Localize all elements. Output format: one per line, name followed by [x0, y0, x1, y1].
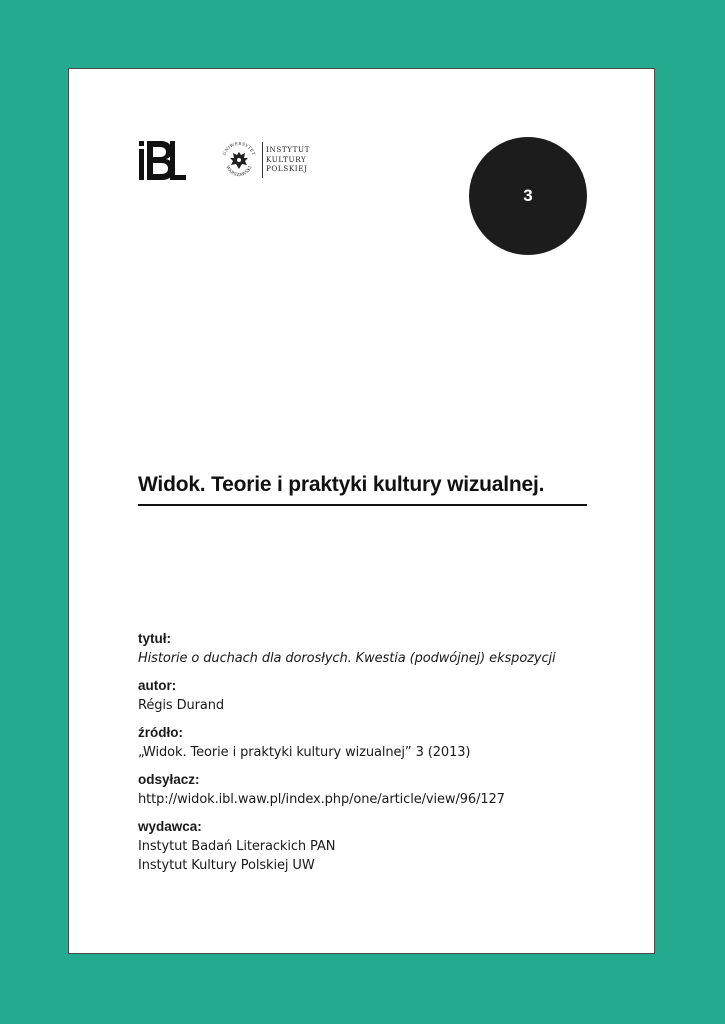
publisher-line: Instytut Kultury Polskiej UW [138, 858, 315, 873]
metadata-source [138, 724, 638, 762]
metadata-label: źródło: [138, 725, 183, 740]
metadata-publisher [138, 818, 638, 875]
uw-seal-icon [219, 139, 259, 181]
logo-divider [262, 142, 263, 178]
metadata-value [138, 837, 638, 875]
publisher-line: Instytut Badań Literackich PAN [138, 839, 336, 854]
document-page [68, 68, 655, 954]
ibl-logo [139, 140, 186, 180]
uw-institute-logo [219, 139, 319, 181]
metadata-label: autor: [138, 678, 177, 693]
issue-number-badge [469, 137, 587, 255]
metadata-link[interactable]: http://widok.ibl.waw.pl/index.php/one/article/view/96/127 [138, 792, 505, 807]
metadata-label: tytuł: [138, 631, 171, 646]
institute-line: KULTURY [266, 154, 307, 164]
seal-text-top: UNIWERSYTET [221, 140, 257, 156]
metadata-label: wydawca: [138, 819, 202, 834]
seal-text-bottom: WARSZAWSKI [225, 164, 253, 178]
title-underline [138, 504, 587, 506]
metadata-label: odsyłacz: [138, 772, 200, 787]
metadata-reference [138, 771, 638, 809]
metadata-value: Régis Durand [138, 698, 225, 713]
institute-name [266, 145, 310, 174]
metadata-block [138, 630, 638, 884]
metadata-value: „Widok. Teorie i praktyki kultury wizualnej” 3 (2013) [138, 745, 471, 760]
metadata-value: Historie o duchach dla dorosłych. Kwestia (podwójnej) ekspozycji [138, 651, 556, 666]
metadata-title [138, 630, 638, 668]
journal-title: Widok. Teorie i praktyki kultury wizualnej. [138, 473, 545, 496]
institute-line: POLSKIEJ [266, 164, 308, 173]
issue-number: 3 [523, 186, 533, 205]
institute-line: INSTYTUT [266, 145, 311, 154]
metadata-author [138, 677, 638, 715]
